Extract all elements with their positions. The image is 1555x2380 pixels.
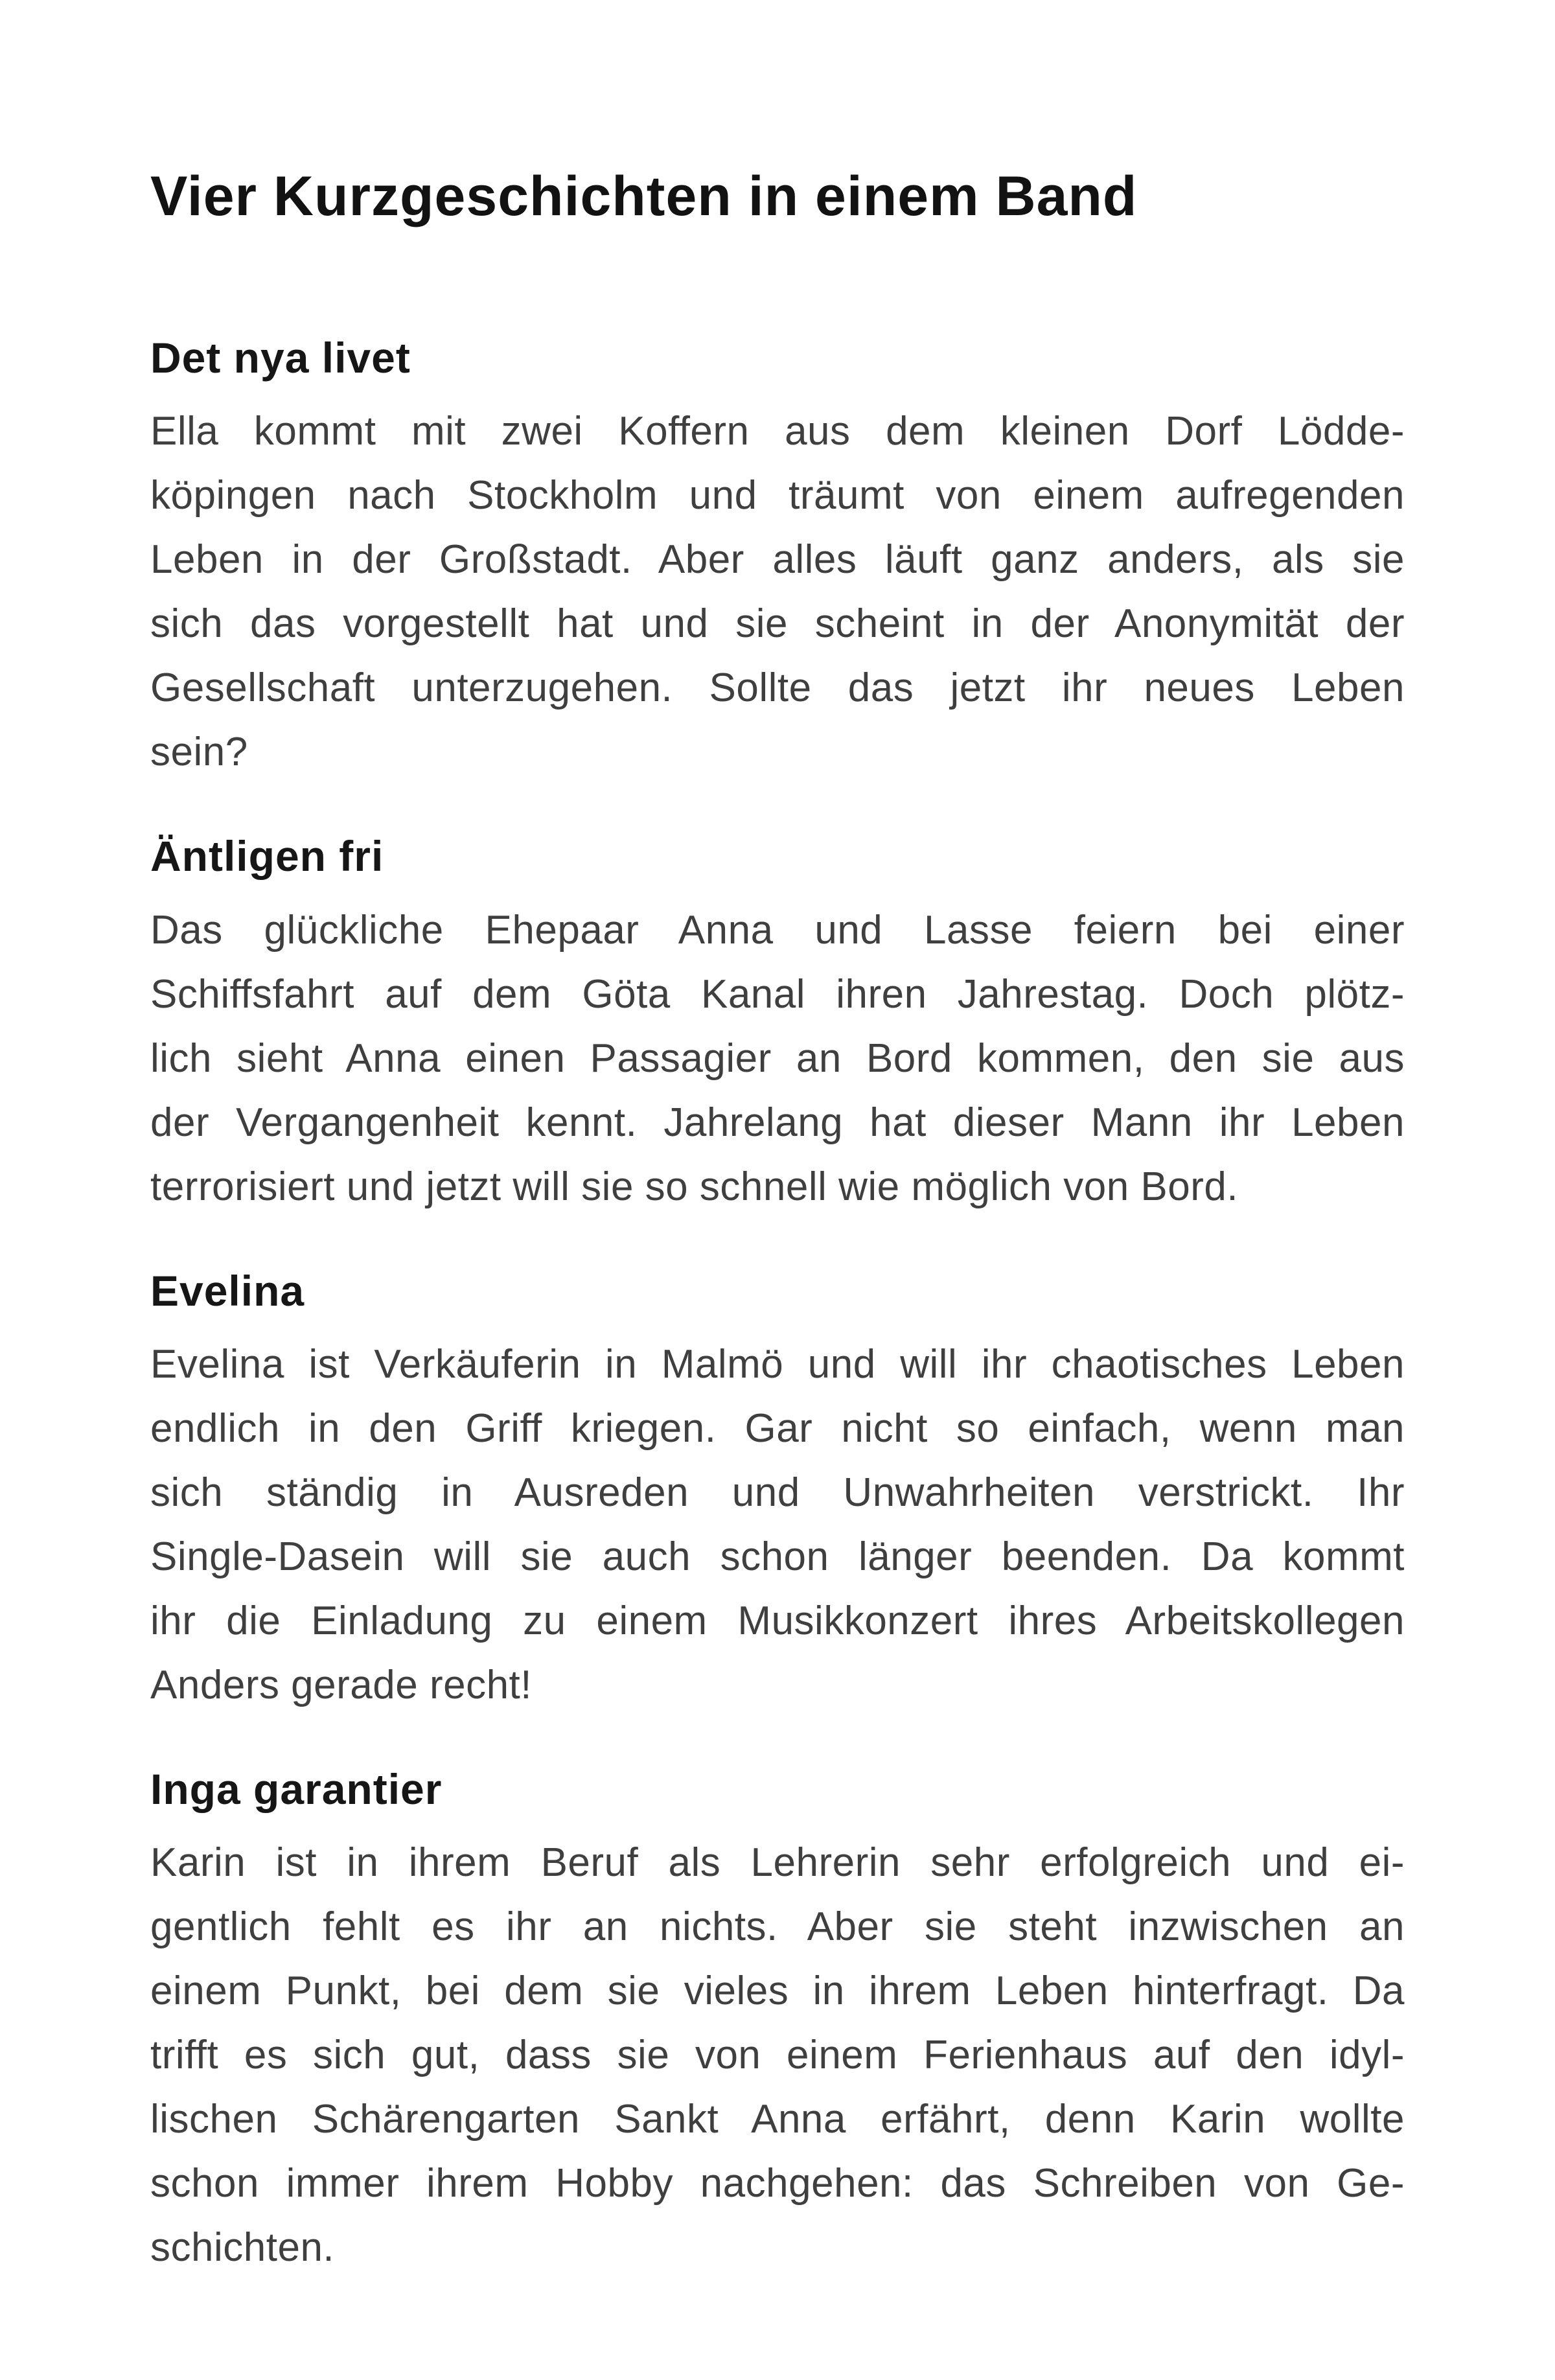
text-line: sich das vorgestellt hat und sie scheint in der Anonymität der <box>150 601 1405 647</box>
story-body <box>150 1831 1405 2280</box>
text-line: Karin ist in ihrem Beruf als Lehrerin sehr erfolgreich und ei- <box>150 1840 1405 1885</box>
story-section <box>150 1764 1405 2280</box>
text-line: sich ständig in Ausreden und Unwahrheiten verstrickt. Ihr <box>150 1470 1405 1515</box>
text-line: ihr die Einladung zu einem Musikkonzert ihres Arbeitskollegen <box>150 1598 1405 1643</box>
text-line: Gesellschaft unterzugehen. Sollte das jetzt ihr neues Leben <box>150 665 1405 711</box>
story-heading: Det nya livet <box>150 334 411 382</box>
text-line: trifft es sich gut, dass sie von einem Ferienhaus auf den idyl- <box>150 2032 1405 2077</box>
text-line: terrorisiert und jetzt will sie so schnell wie möglich von Bord. <box>150 1164 1239 1209</box>
text-line: Leben in der Großstadt. Aber alles läuft ganz anders, als sie <box>150 537 1405 583</box>
story-heading: Evelina <box>150 1266 305 1315</box>
text-line: Ella kommt mit zwei Koffern aus dem kleinen Dorf Lödde- <box>150 409 1405 454</box>
text-line: Schiffsfahrt auf dem Göta Kanal ihren Jahrestag. Doch plötz- <box>150 971 1405 1017</box>
story-sections <box>150 332 1405 2280</box>
text-line: köpingen nach Stockholm und träumt von einem aufregenden <box>150 473 1405 518</box>
story-heading: Äntligen fri <box>150 832 384 881</box>
text-line: sein? <box>150 730 248 775</box>
text-line: Evelina ist Verkäuferin in Malmö und will ihr chaotisches Leben <box>150 1341 1405 1387</box>
story-body <box>150 1332 1405 1717</box>
text-line: einem Punkt, bei dem sie vieles in ihrem Leben hinterfragt. Da <box>150 1968 1405 2013</box>
text-line: schichten. <box>150 2224 335 2270</box>
story-body <box>150 399 1405 784</box>
story-section <box>150 831 1405 1218</box>
story-section <box>150 1265 1405 1717</box>
text-line: Single-Dasein will sie auch schon länger beenden. Da kommt <box>150 1534 1405 1579</box>
text-line: Das glückliche Ehepaar Anna und Lasse feiern bei einer <box>150 907 1405 953</box>
text-line: der Vergangenheit kennt. Jahrelang hat dieser Mann ihr Leben <box>150 1100 1405 1145</box>
story-heading: Inga garantier <box>150 1764 443 1813</box>
text-line: Anders gerade recht! <box>150 1662 533 1707</box>
text-line: schon immer ihrem Hobby nachgehen: das Schreiben von Ge- <box>150 2160 1405 2206</box>
text-line: lich sieht Anna einen Passagier an Bord kommen, den sie aus <box>150 1035 1405 1081</box>
text-line: gentlich fehlt es ihr an nichts. Aber sie steht inzwischen an <box>150 1904 1405 1949</box>
story-section <box>150 332 1405 784</box>
page-title: Vier Kurzgeschichten in einem Band <box>150 165 1138 227</box>
story-body <box>150 898 1405 1219</box>
text-line: lischen Schärengarten Sankt Anna erfährt, denn Karin wollte <box>150 2096 1405 2142</box>
text-line: endlich in den Griff kriegen. Gar nicht so einfach, wenn man <box>150 1405 1405 1451</box>
